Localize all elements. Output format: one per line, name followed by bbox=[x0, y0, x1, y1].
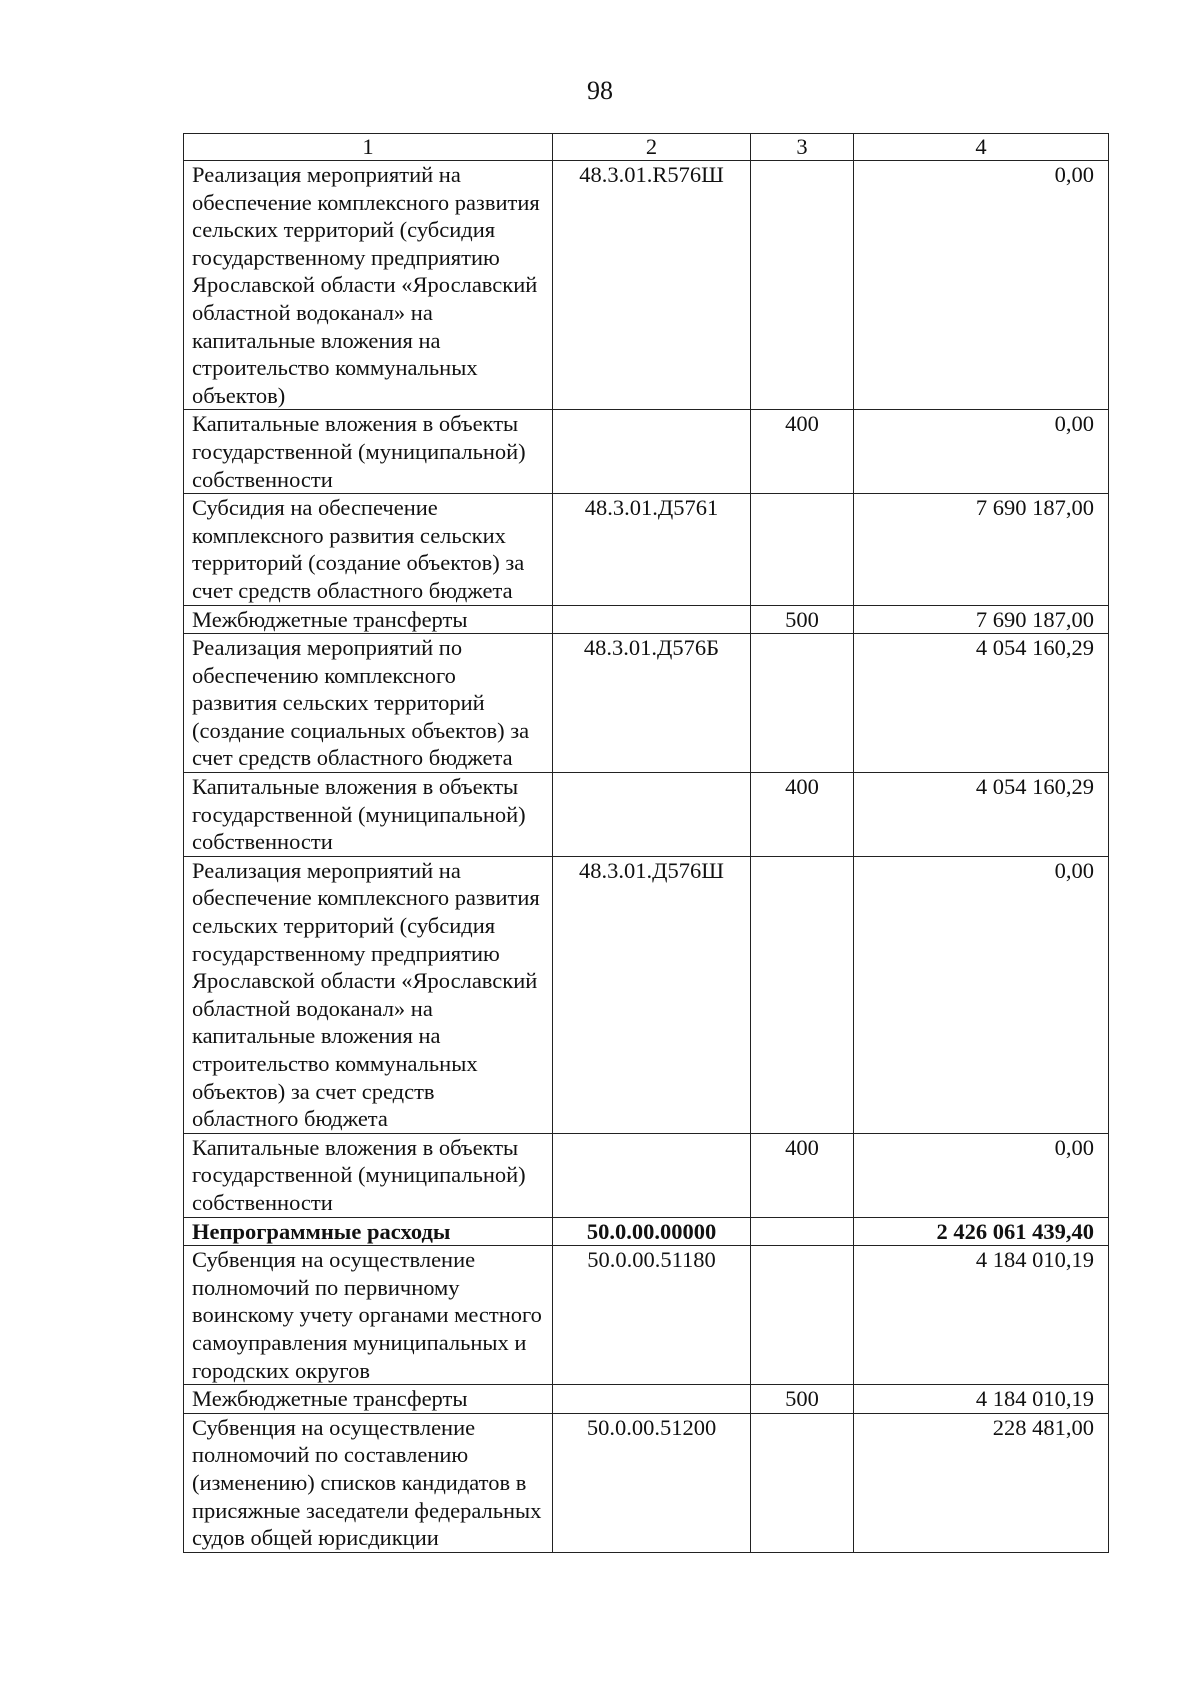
target-code-cell bbox=[553, 410, 751, 494]
expense-type-cell bbox=[751, 1246, 854, 1385]
expense-name-cell: Субвенция на осуществление полномочий по первичному воинскому учету органами местного самоуправления муниципальных и городских округов bbox=[184, 1246, 553, 1385]
table-row bbox=[184, 1413, 1109, 1552]
table-row bbox=[184, 856, 1109, 1133]
expense-name-cell: Капитальные вложения в объекты государственной (муниципальной) собственности bbox=[184, 773, 553, 857]
target-code-cell bbox=[553, 1385, 751, 1414]
expense-type-cell: 500 bbox=[751, 605, 854, 634]
amount-cell: 0,00 bbox=[854, 410, 1109, 494]
expense-name-cell: Капитальные вложения в объекты государственной (муниципальной) собственности bbox=[184, 1133, 553, 1217]
table-row bbox=[184, 773, 1109, 857]
expense-name-cell: Реализация мероприятий на обеспечение комплексного развития сельских территорий (субсидия государственному предприятию Ярославской области «Ярославский областной водоканал» на капитальные вложения на строительство коммунальных объектов) за счет средств областного бюджета bbox=[184, 856, 553, 1133]
table-row bbox=[184, 410, 1109, 494]
expense-type-cell bbox=[751, 161, 854, 410]
table-row bbox=[184, 634, 1109, 773]
expense-type-cell: 400 bbox=[751, 1133, 854, 1217]
target-code-cell bbox=[553, 605, 751, 634]
expense-type-cell bbox=[751, 1217, 854, 1246]
amount-cell: 7 690 187,00 bbox=[854, 605, 1109, 634]
table-row bbox=[184, 605, 1109, 634]
target-code-cell: 48.3.01.R576Ш bbox=[553, 161, 751, 410]
expense-type-cell bbox=[751, 856, 854, 1133]
table-row bbox=[184, 1246, 1109, 1385]
amount-cell: 4 184 010,19 bbox=[854, 1385, 1109, 1414]
expense-type-cell: 500 bbox=[751, 1385, 854, 1414]
amount-cell: 0,00 bbox=[854, 856, 1109, 1133]
amount-cell: 7 690 187,00 bbox=[854, 494, 1109, 605]
column-header: 3 bbox=[751, 134, 854, 161]
expense-name-cell: Межбюджетные трансферты bbox=[184, 605, 553, 634]
target-code-cell: 48.3.01.Д5761 bbox=[553, 494, 751, 605]
column-header: 1 bbox=[184, 134, 553, 161]
expense-type-cell: 400 bbox=[751, 773, 854, 857]
column-header: 2 bbox=[553, 134, 751, 161]
column-header: 4 bbox=[854, 134, 1109, 161]
table-row-section-total bbox=[184, 1217, 1109, 1246]
target-code-cell bbox=[553, 1133, 751, 1217]
amount-cell: 0,00 bbox=[854, 1133, 1109, 1217]
table-row bbox=[184, 1133, 1109, 1217]
expense-name-cell: Непрограммные расходы bbox=[184, 1217, 553, 1246]
target-code-cell: 50.0.00.51200 bbox=[553, 1413, 751, 1552]
expense-name-cell: Реализация мероприятий на обеспечение комплексного развития сельских территорий (субсидия государственному предприятию Ярославской области «Ярославский областной водоканал» на капитальные вложения на строительство коммунальных объектов) bbox=[184, 161, 553, 410]
table-row bbox=[184, 161, 1109, 410]
amount-cell: 0,00 bbox=[854, 161, 1109, 410]
amount-cell: 4 054 160,29 bbox=[854, 634, 1109, 773]
table-header-row bbox=[184, 134, 1109, 161]
target-code-cell: 50.0.00.51180 bbox=[553, 1246, 751, 1385]
page-number: 98 bbox=[587, 76, 613, 105]
expense-type-cell bbox=[751, 1413, 854, 1552]
expense-type-cell bbox=[751, 494, 854, 605]
table-row bbox=[184, 494, 1109, 605]
target-code-cell: 50.0.00.00000 bbox=[553, 1217, 751, 1246]
amount-cell: 2 426 061 439,40 bbox=[854, 1217, 1109, 1246]
expense-name-cell: Капитальные вложения в объекты государственной (муниципальной) собственности bbox=[184, 410, 553, 494]
expense-name-cell: Реализация мероприятий по обеспечению комплексного развития сельских территорий (создание социальных объектов) за счет средств областного бюджета bbox=[184, 634, 553, 773]
target-code-cell: 48.3.01.Д576Ш bbox=[553, 856, 751, 1133]
target-code-cell bbox=[553, 773, 751, 857]
amount-cell: 228 481,00 bbox=[854, 1413, 1109, 1552]
target-code-cell: 48.3.01.Д576Б bbox=[553, 634, 751, 773]
budget-table bbox=[183, 133, 1109, 1553]
expense-type-cell: 400 bbox=[751, 410, 854, 494]
expense-name-cell: Субвенция на осуществление полномочий по составлению (изменению) списков кандидатов в присяжные заседатели федеральных судов общей юрисдикции bbox=[184, 1413, 553, 1552]
expense-name-cell: Межбюджетные трансферты bbox=[184, 1385, 553, 1414]
table-row bbox=[184, 1385, 1109, 1414]
expense-name-cell: Субсидия на обеспечение комплексного развития сельских территорий (создание объектов) за счет средств областного бюджета bbox=[184, 494, 553, 605]
amount-cell: 4 054 160,29 bbox=[854, 773, 1109, 857]
expense-type-cell bbox=[751, 634, 854, 773]
amount-cell: 4 184 010,19 bbox=[854, 1246, 1109, 1385]
